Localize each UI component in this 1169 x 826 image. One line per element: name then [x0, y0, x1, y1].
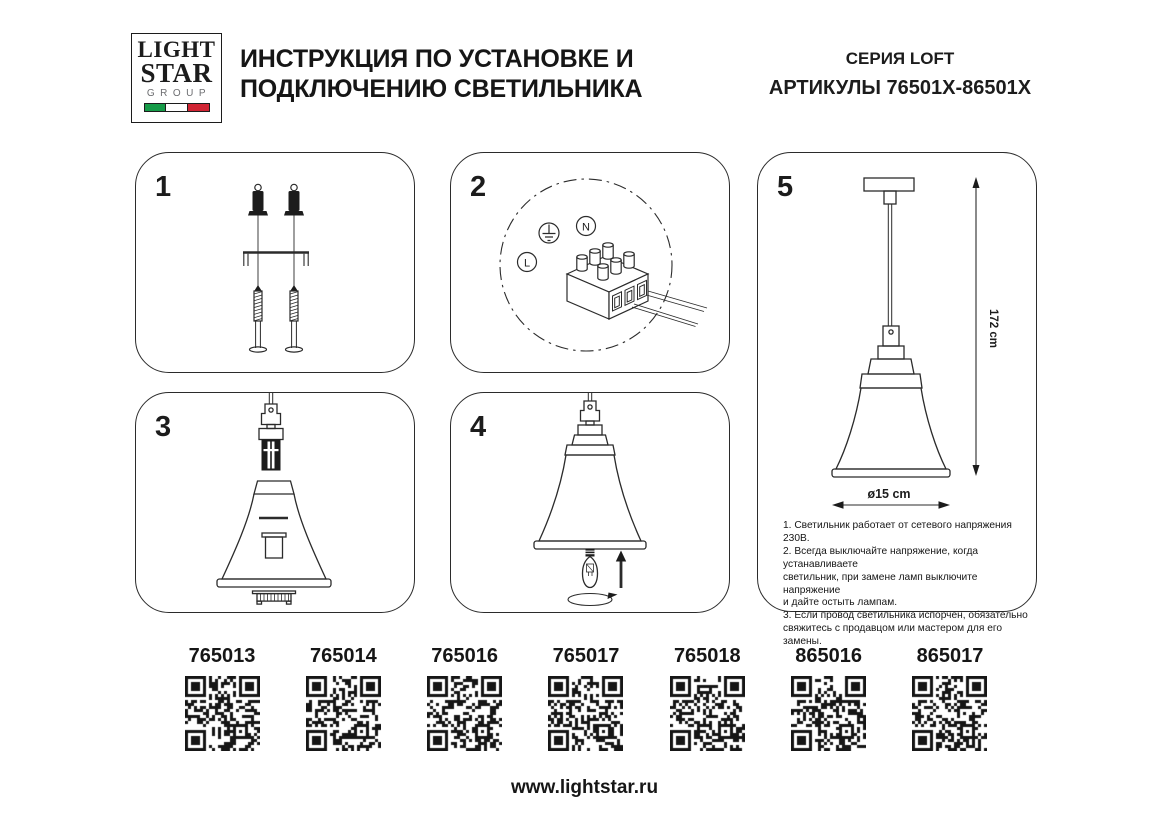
warning-line: 1. Светильник работает от сетевого напряжения 230В. [783, 520, 1012, 544]
qr-code [427, 676, 502, 751]
article-code: 765014 [309, 645, 377, 667]
qr-code [548, 676, 623, 751]
step2-number: 2 [470, 171, 487, 203]
safety-warnings [783, 520, 1033, 649]
article-column [667, 645, 747, 751]
article-code: 765016 [431, 645, 499, 667]
article-column [789, 645, 869, 751]
article-code: 865017 [916, 645, 984, 667]
logo-word-star: STAR [140, 58, 213, 88]
page-title-line2: ПОДКЛЮЧЕНИЮ СВЕТИЛЬНИКА [240, 75, 643, 103]
step1-mounting-parts-diagram [136, 153, 416, 374]
article-column [303, 645, 383, 751]
warning-line: 2. Всегда выключайте напряжение, когда устанавливаете [783, 545, 979, 570]
series-articles-range: АРТИКУЛЫ 76501X-86501X [768, 77, 1032, 99]
socket-collar [578, 425, 602, 435]
article-column [910, 645, 990, 751]
lightstar-logo [131, 33, 222, 123]
cord [588, 393, 591, 401]
rotate-arrow-icon [568, 593, 618, 606]
height-dimension-label: 172 cm [987, 309, 999, 349]
step1-panel [135, 152, 415, 373]
shade [534, 435, 646, 549]
diameter-dimension-arrow [832, 487, 950, 509]
article-code: 865016 [795, 645, 863, 667]
flag-green-segment [145, 104, 166, 111]
step3-panel [135, 392, 415, 613]
logo-word-group: GROUP [146, 88, 212, 99]
neutral-label: N [582, 221, 590, 234]
article-column [425, 645, 505, 751]
earth-symbol-icon [539, 223, 559, 243]
articles-row [182, 645, 990, 751]
step3-socket-assembly-diagram [136, 393, 416, 614]
wall-plug-icon [248, 184, 268, 215]
shade [217, 481, 331, 587]
article-code: 765018 [673, 645, 741, 667]
light-bulb-icon [583, 549, 598, 588]
step5-panel [757, 152, 1037, 648]
article-code: 765013 [188, 645, 256, 667]
lamp-socket [262, 440, 281, 471]
mounting-bracket [243, 253, 309, 267]
step3-number: 3 [155, 411, 172, 443]
series-name: СЕРИЯ LOFT [845, 49, 955, 68]
article-column [546, 645, 626, 751]
live-label: L [523, 257, 531, 270]
insert-arrow-icon [616, 551, 626, 589]
shade-ring [253, 591, 296, 604]
logo-word-light: LIGHT [137, 37, 216, 62]
cord-grip [262, 404, 281, 425]
socket-collar [259, 429, 283, 440]
neutral-symbol-icon [577, 217, 596, 236]
cord [269, 393, 272, 404]
cord-grip [581, 401, 600, 421]
page-title [240, 44, 642, 104]
page-title-line1: ИНСТРУКЦИЯ ПО УСТАНОВКЕ И [240, 45, 634, 73]
height-dimension-arrow [973, 177, 1000, 476]
step4-number: 4 [470, 411, 487, 443]
article-code: 765017 [552, 645, 620, 667]
qr-code [306, 676, 381, 751]
step2-wiring-diagram [451, 153, 731, 374]
warning-line: светильник, при замене ламп выключите напряжение [783, 571, 978, 596]
alignment-lines [258, 216, 294, 287]
step5-number: 5 [777, 171, 794, 203]
qr-code [670, 676, 745, 751]
qr-code [912, 676, 987, 751]
step2-panel [450, 152, 730, 373]
qr-code [791, 676, 866, 751]
pendant-lamp [832, 178, 950, 477]
flag-red-segment [188, 104, 209, 111]
warning-line: 3. Если провод светильника испорчен, обязательно [783, 610, 1028, 622]
step1-number: 1 [155, 171, 172, 203]
warning-line: свяжитесь с продавцом или мастером для его замены. [783, 623, 1003, 648]
step4-panel [450, 392, 730, 613]
step4-bulb-install-diagram [451, 393, 731, 614]
flag-white-segment [165, 104, 188, 111]
qr-code [185, 676, 260, 751]
terminal-block [567, 243, 707, 327]
article-column [182, 645, 262, 751]
screw-icon [250, 285, 267, 352]
warning-line: и дайте остыть лампам. [783, 597, 898, 609]
diameter-dimension-label: ø15 cm [867, 487, 911, 501]
live-symbol-icon [518, 253, 537, 272]
website-url: www.lightstar.ru [510, 777, 659, 798]
italian-flag-stripe [144, 103, 210, 112]
